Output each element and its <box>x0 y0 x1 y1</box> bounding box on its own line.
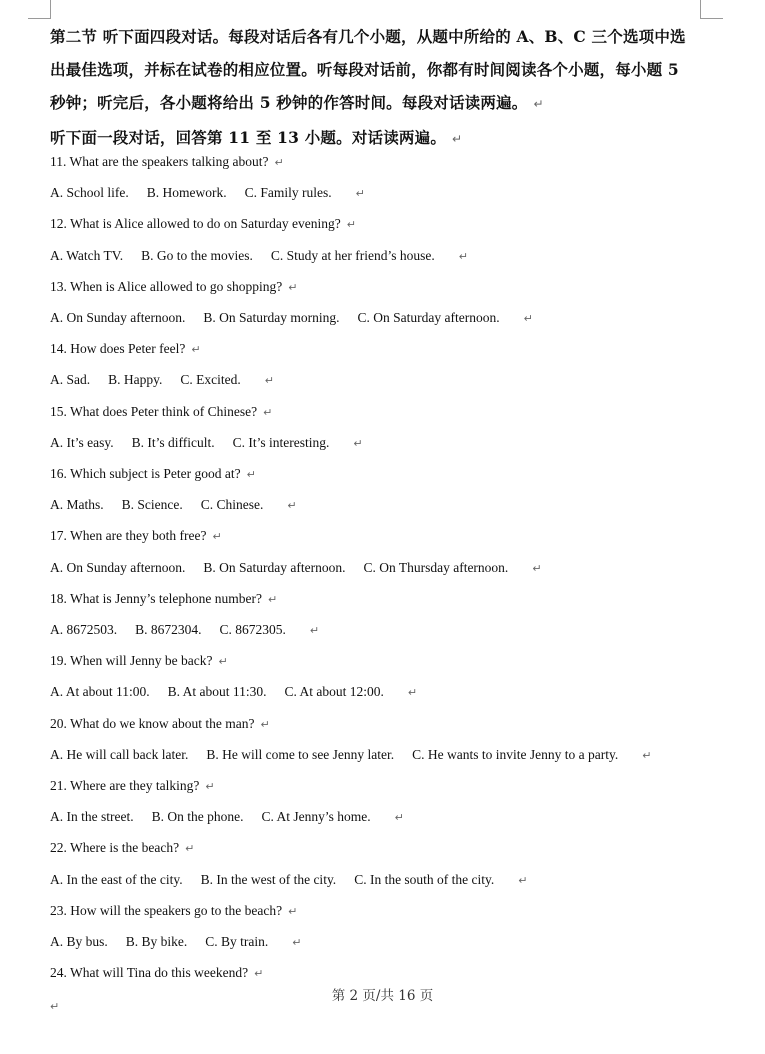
answer-option: B. 8672304. <box>135 622 202 637</box>
question-label: 13. When is Alice allowed to go shopping? <box>50 278 283 294</box>
question-text <box>50 215 356 234</box>
answer-option: B. In the west of the city. <box>200 871 337 887</box>
answer-option: B. On Saturday morning. <box>203 310 340 325</box>
answer-option: A. Maths. <box>50 497 104 513</box>
answer-options <box>50 933 302 952</box>
answer-option: B. By bike. <box>125 934 188 949</box>
answer-option: C. 8672305. <box>219 622 286 637</box>
paragraph-mark-icon: ↵ <box>533 97 544 111</box>
answer-option: B. It’s difficult. <box>131 434 215 450</box>
paragraph-mark-icon: ↵ <box>260 717 270 731</box>
paragraph-mark-icon: ↵ <box>191 343 201 357</box>
answer-option: C. In the south of the city. <box>354 871 495 887</box>
question-text <box>50 403 272 422</box>
answer-option: B. Go to the movies. <box>141 247 253 263</box>
paragraph-mark-icon: ↵ <box>353 436 363 450</box>
answer-option: C. By train. <box>205 934 269 949</box>
question-label: 11. What are the speakers talking about? <box>50 154 269 169</box>
page-corner-mark-right <box>700 0 723 19</box>
paragraph-mark-icon: ↵ <box>532 561 542 575</box>
answer-option: A. Watch TV. <box>50 247 124 263</box>
answer-option: A. On Sunday afternoon. <box>50 559 186 575</box>
question-label: 22. Where is the beach? <box>50 840 180 856</box>
question-text <box>50 652 228 671</box>
instruction-line-2: 出最佳选项，并标在试卷的相应位置。听每段对话前，你都有时间阅读各个小题，每小题 5 <box>50 60 679 79</box>
answer-option: A. It’s easy. <box>50 434 114 450</box>
instruction-line-1: 第二节 听下面四段对话。每段对话后各有几个小题，从题中所给的 A、B、C 三个选项中选 <box>50 27 686 46</box>
answer-option: C. Chinese. <box>200 497 264 513</box>
question-text <box>50 715 270 734</box>
paragraph-mark-icon: ↵ <box>218 655 228 669</box>
paragraph-mark-icon: ↵ <box>394 811 404 825</box>
question-label: 18. What is Jenny’s telephone number? <box>50 590 262 606</box>
answer-option: C. It’s interesting. <box>232 434 330 450</box>
paragraph-mark-icon: ↵ <box>355 187 365 201</box>
answer-options <box>50 871 528 890</box>
section-instructions <box>50 20 710 156</box>
answer-option: A. On Sunday afternoon. <box>50 310 186 325</box>
question-label: 15. What does Peter think of Chinese? <box>50 403 258 419</box>
question-label: 14. How does Peter feel? <box>50 341 186 357</box>
question-text <box>50 902 297 921</box>
paragraph-mark-icon: ↵ <box>50 1000 60 1013</box>
answer-options <box>50 247 468 266</box>
answer-option: A. In the east of the city. <box>50 871 183 887</box>
answer-option: B. Science. <box>121 497 183 513</box>
answer-option: B. At about 11:30. <box>167 684 267 700</box>
paragraph-mark-icon: ↵ <box>205 780 215 793</box>
question-label: 20. What do we know about the man? <box>50 715 255 731</box>
answer-option: C. Excited. <box>180 372 241 388</box>
paragraph-mark-icon: ↵ <box>309 624 320 637</box>
paragraph-mark-icon: ↵ <box>407 686 418 700</box>
answer-option: C. On Thursday afternoon. <box>363 559 509 575</box>
answer-options <box>50 746 651 765</box>
answer-option: C. Family rules. <box>244 185 332 201</box>
question-text <box>50 278 297 297</box>
paragraph-mark-icon: ↵ <box>346 218 356 232</box>
page-corner-mark-left <box>28 0 51 19</box>
answer-option: B. Happy. <box>108 372 163 388</box>
answer-option: A. 8672503. <box>50 622 118 637</box>
answer-options <box>50 434 363 453</box>
answer-option: C. On Saturday afternoon. <box>357 310 500 325</box>
paragraph-mark-icon: ↵ <box>292 936 302 949</box>
paragraph-mark-icon: ↵ <box>263 405 273 419</box>
instruction-line-3 <box>50 86 710 121</box>
question-text <box>50 465 256 484</box>
paragraph-mark-icon: ↵ <box>212 530 222 544</box>
question-text <box>50 527 222 546</box>
answer-options <box>50 559 542 578</box>
paragraph-mark-icon: ↵ <box>185 842 195 856</box>
paragraph-mark-icon: ↵ <box>267 592 278 606</box>
answer-options <box>50 184 365 203</box>
answer-options <box>50 621 319 640</box>
paragraph-mark-icon: ↵ <box>452 132 463 146</box>
paragraph-mark-icon: ↵ <box>523 312 533 325</box>
answer-options <box>50 371 274 390</box>
answer-option: B. On Saturday afternoon. <box>203 559 346 575</box>
question-text <box>50 340 201 359</box>
answer-option: A. At about 11:00. <box>50 684 150 700</box>
paragraph-mark-icon: ↵ <box>288 904 298 918</box>
page-footer: 第 2 页/共 16 页 <box>331 988 434 1004</box>
answer-options <box>50 808 404 827</box>
question-text <box>50 590 277 609</box>
answer-options <box>50 496 297 515</box>
question-label: 21. Where are they talking? <box>50 778 200 793</box>
question-text <box>50 777 215 796</box>
instruction-line-4-text: 听下面一段对话，回答第 11 至 13 小题。对话读两遍。 <box>50 128 447 147</box>
paragraph-mark-icon: ↵ <box>642 748 652 762</box>
question-label: 24. What will Tina do this weekend? <box>50 965 249 981</box>
answer-option: C. At Jenny’s home. <box>261 809 371 825</box>
instruction-line-4 <box>50 121 710 156</box>
paragraph-mark-icon: ↵ <box>458 249 468 263</box>
answer-option: B. Homework. <box>146 185 227 201</box>
paragraph-mark-icon: ↵ <box>518 873 528 887</box>
paragraph-mark-icon: ↵ <box>264 374 274 388</box>
answer-option: C. At about 12:00. <box>284 684 384 700</box>
answer-option: A. School life. <box>50 185 129 201</box>
paragraph-mark-icon: ↵ <box>254 967 264 981</box>
answer-option: B. He will come to see Jenny later. <box>206 746 395 762</box>
paragraph-mark-icon: ↵ <box>288 280 298 294</box>
answer-option: B. On the phone. <box>151 809 244 825</box>
paragraph-mark-icon: ↵ <box>274 156 284 169</box>
question-text <box>50 964 263 983</box>
paragraph-mark-icon: ↵ <box>246 468 256 481</box>
question-label: 16. Which subject is Peter good at? <box>50 466 241 481</box>
question-text <box>50 839 194 858</box>
question-text <box>50 153 284 172</box>
answer-option: C. He wants to invite Jenny to a party. <box>412 746 619 762</box>
question-label: 23. How will the speakers go to the beach? <box>50 902 283 918</box>
answer-option: A. He will call back later. <box>50 746 189 762</box>
answer-option: C. Study at her friend’s house. <box>270 247 435 263</box>
paragraph-mark-icon: ↵ <box>287 499 297 513</box>
question-label: 19. When will Jenny be back? <box>50 653 213 669</box>
answer-options <box>50 309 533 328</box>
answer-option: A. In the street. <box>50 809 134 825</box>
instruction-line-3-text: 秒钟；听完后，各小题将给出 5 秒钟的作答时间。每段对话读两遍。 <box>50 93 528 112</box>
answer-options <box>50 683 417 702</box>
question-label: 17. When are they both free? <box>50 528 207 544</box>
question-label: 12. What is Alice allowed to do on Saturday evening? <box>50 216 341 232</box>
answer-option: A. Sad. <box>50 372 91 388</box>
answer-option: A. By bus. <box>50 934 108 949</box>
